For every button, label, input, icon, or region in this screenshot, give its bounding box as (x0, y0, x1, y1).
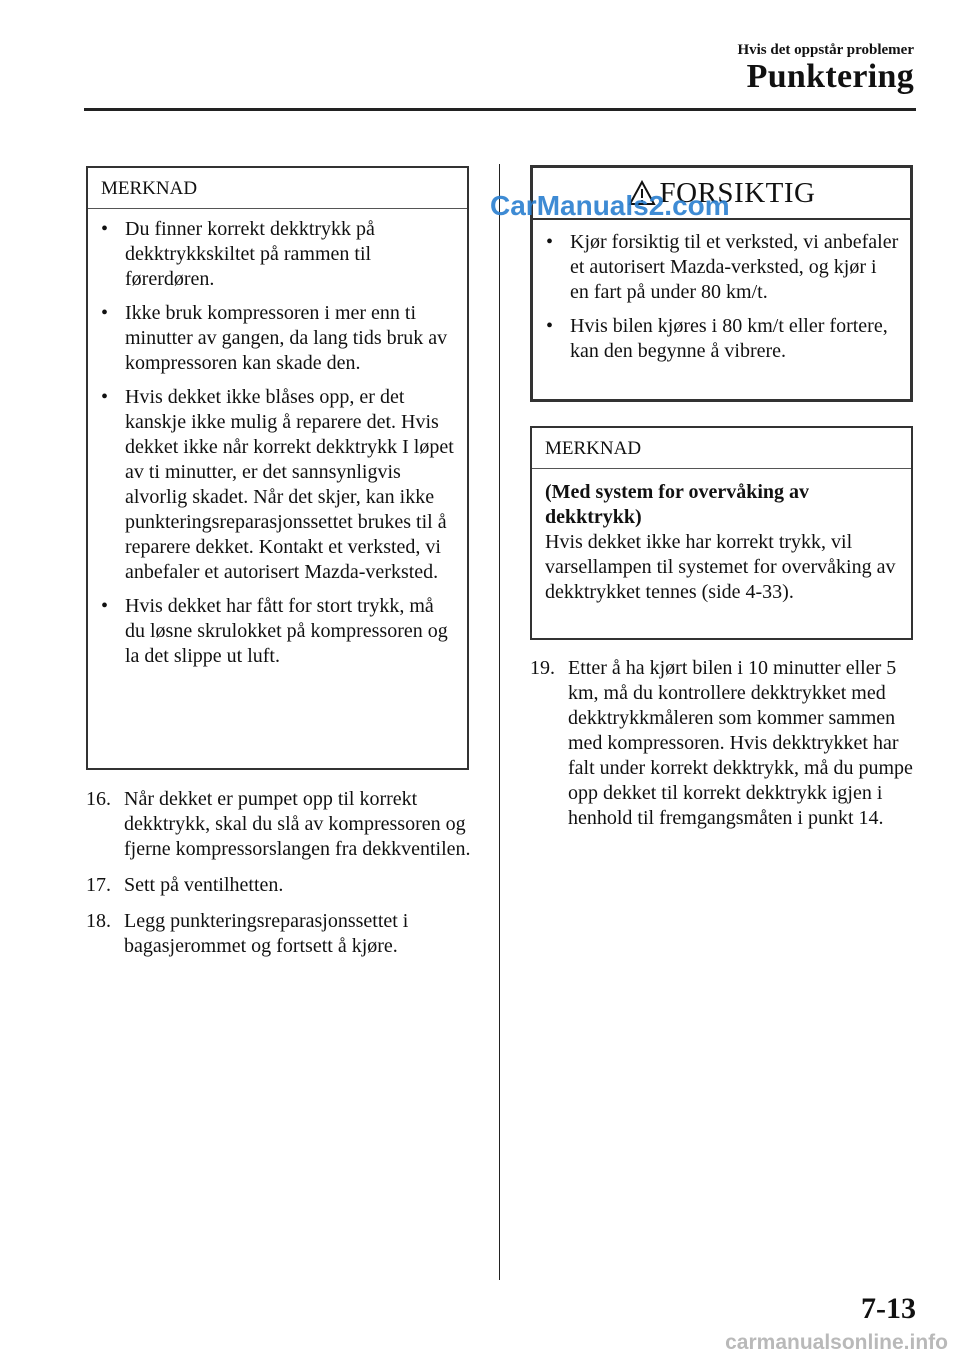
page-number: 7-13 (861, 1292, 916, 1325)
caution-heading: FORSIKTIG (659, 176, 816, 209)
bullet-icon: • (101, 595, 109, 617)
note-box-left (86, 166, 469, 770)
list-item: • Kjør forsiktig til et verksted, vi anbefaler et autorisert Mazda-verksted, og kjør i en fart på under 80 km/t. (546, 231, 899, 303)
step-17: 17. Sett på ventilhetten. (86, 874, 284, 896)
note-body (88, 209, 467, 688)
steps-left (86, 787, 471, 970)
column-divider (499, 164, 500, 1280)
list-item: • Hvis dekket har fått for stort trykk, må du løsne skrulokket på kompressoren og la det slippe ut luft. (101, 595, 448, 667)
list-item: • Ikke bruk kompressoren i mer enn ti minutter av gangen, da lang tids bruk av kompressoren kan skade den. (101, 302, 448, 374)
note-subheading: (Med system for overvåking av dekktrykk) (545, 481, 810, 528)
note-heading: MERKNAD (532, 428, 911, 469)
list-item: • Hvis bilen kjøres i 80 km/t eller fortere, kan den begynne å vibrere. (546, 315, 888, 362)
bullet-icon: • (546, 231, 554, 253)
note-heading: MERKNAD (88, 168, 467, 209)
list-item: • Du finner korrekt dekktrykk på dekktrykkskiltet på rammen til førerdøren. (101, 218, 375, 290)
note-box-right (530, 426, 913, 640)
bullet-icon: • (101, 302, 109, 324)
note-text: Hvis dekket ikke har korrekt trykk, vil varsellampen til systemet for overvåking av dekktrykket tennes (side 4-33). (545, 531, 896, 603)
step-16: 16. Når dekket er pumpet opp til korrekt dekktrykk, skal du slå av kompressoren og fjerne kompressorslangen fra dekkventilen. (86, 788, 471, 860)
footer-watermark: carmanualsonline.info (725, 1331, 948, 1354)
page-title: Punktering (746, 58, 914, 95)
list-item: • Hvis dekket ikke blåses opp, er det kanskje ikke mulig å reparere det. Hvis dekket ikke når korrekt dekktrykk I løpet av ti minutter, er det sannsynligvis alvorlig skadet. Når det skjer, kan ikke punkteringsreparasjonssettet brukes til å reparere dekket. Kontakt et verksted, vi anbefaler et autorisert Mazda-verksted. (101, 386, 454, 583)
header-divider (84, 108, 916, 111)
steps-right (530, 656, 915, 842)
note-body (532, 469, 911, 615)
step-19: 19. Etter å ha kjørt bilen i 10 minutter eller 5 km, må du kontrollere dekktrykket med dekktrykkmåleren som kommer sammen med kompressoren. Hvis dekktrykket har falt under korrekt dekktrykk, må du pumpe opp dekket til korrekt dekktrykk igjen i henhold til fremgangsmåten i punkt 14. (530, 657, 913, 829)
caution-body (533, 220, 910, 383)
step-18: 18. Legg punkteringsreparasjonssettet i bagasjerommet og fortsett å kjøre. (86, 910, 409, 957)
bullet-icon: • (546, 315, 554, 337)
section-title: Hvis det oppstår problemer (737, 42, 914, 58)
watermark-logo: CarManuals2.com (490, 190, 730, 221)
bullet-icon: • (101, 386, 109, 408)
bullet-icon: • (101, 218, 109, 240)
